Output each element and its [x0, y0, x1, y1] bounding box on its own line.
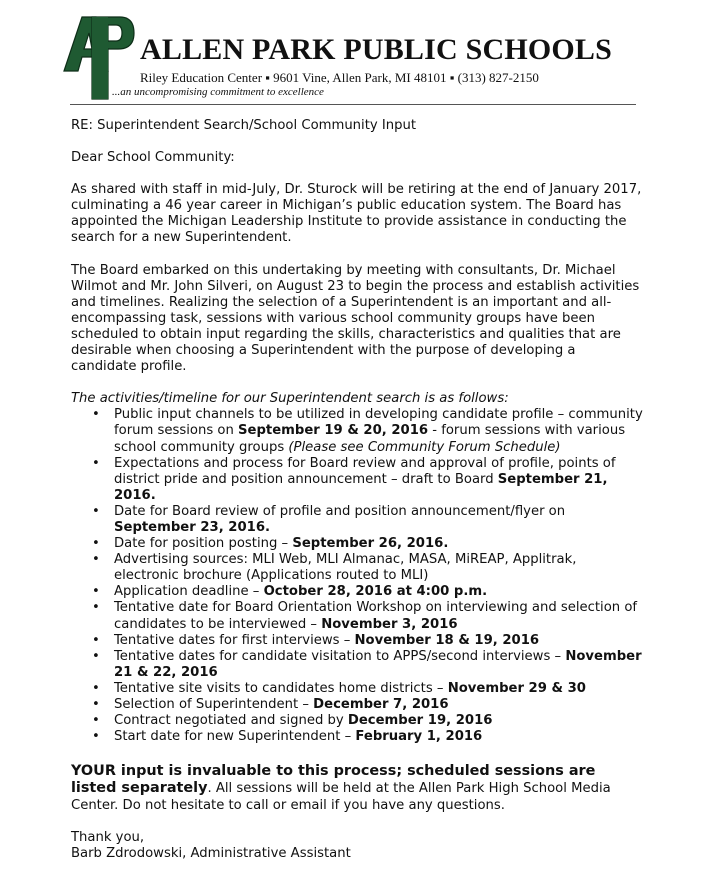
- timeline-item: [114, 504, 643, 536]
- timeline-item-pre: Contract negotiated and signed by: [114, 713, 348, 729]
- timeline-item-pre: Tentative date for Board Orientation Workshop on interviewing and selection of candidates to be interviewed –: [114, 600, 638, 632]
- timeline-list: [71, 407, 643, 745]
- timeline-item: [114, 649, 643, 681]
- letter-salutation: Dear School Community:: [71, 150, 235, 166]
- org-address: Riley Education Center ▪ 9601 Vine, Allen Park, MI 48101 ▪ (313) 827-2150: [140, 70, 539, 85]
- timeline-item: [114, 456, 643, 504]
- timeline-item-pre: Tentative site visits to candidates home districts –: [114, 680, 448, 696]
- letter-signature: Barb Zdrodowski, Administrative Assistant: [71, 846, 351, 862]
- timeline-item-pre: Date for Board review of profile and position announcement/flyer on: [114, 503, 566, 519]
- letter-body: [71, 118, 643, 862]
- org-name: ALLEN PARK PUBLIC SCHOOLS: [140, 33, 613, 66]
- org-tagline: ...an uncompromising commitment to excellence: [112, 86, 324, 98]
- letter-paragraph-2: The Board embarked on this undertaking by meeting with consultants, Dr. Michael Wilmot and Mr. John Silveri, on August 23 to begin the process and establish activities and timelines. Realizing the selection of a Superintendent is an important and all-encompassing task, sessions with various school community groups have been scheduled to obtain input regarding the skills, characteristics and qualities that are desirable when choosing a Superintendent with the purpose of developing a candidate profile.: [71, 262, 640, 375]
- timeline-item-pre: Application deadline –: [114, 584, 264, 600]
- timeline-item: [114, 729, 643, 745]
- timeline-item: [114, 407, 643, 455]
- letter-subject: RE: Superintendent Search/School Community Input: [71, 118, 417, 133]
- timeline-item-italic: (Please see Community Forum Schedule): [288, 439, 561, 455]
- timeline-item: [114, 600, 643, 632]
- timeline-item-bold: November 29 & 30: [447, 680, 586, 696]
- timeline-item: [114, 697, 643, 713]
- closing-bold: YOUR input is invaluable to this process; scheduled sessions are listed separately: [71, 763, 596, 797]
- timeline-item-pre: Public input channels to be utilized in developing candidate profile – community forum sessions on: [114, 407, 643, 439]
- timeline-item-bold: November 3, 2016: [321, 616, 458, 632]
- timeline-intro: The activities/timeline for our Superintendent search is as follows:: [71, 391, 509, 407]
- timeline-item: [114, 584, 643, 600]
- timeline-item-pre: Date for position posting –: [114, 536, 293, 552]
- timeline-item-bold: September 21, 2016.: [114, 471, 608, 503]
- timeline-item-bold: September 23, 2016.: [114, 519, 271, 535]
- timeline-item-bold: December 7, 2016: [313, 697, 449, 712]
- timeline-item: [114, 681, 643, 697]
- timeline-item-bold: October 28, 2016 at 4:00 p.m.: [263, 584, 488, 600]
- timeline-item-pre: Tentative dates for candidate visitation to APPS/second interviews –: [114, 648, 566, 664]
- timeline-item-pre: Start date for new Superintendent –: [114, 729, 356, 745]
- timeline-item-bold: September 26, 2016.: [292, 536, 449, 552]
- timeline-item-bold: December 19, 2016: [347, 713, 493, 729]
- timeline-item-bold: November 21 & 22, 2016: [114, 648, 642, 680]
- letter-paragraph-1: As shared with staff in mid-July, Dr. Sturock will be retiring at the end of January 2017, culminating a 46 year career in Michigan’s public education system. The Board has appointed the Michigan Leadership Institute to provide assistance in conducting the search for a new Superintendent.: [71, 182, 642, 246]
- timeline-item-bold: November 18 & 19, 2016: [354, 632, 540, 648]
- timeline-item: [114, 633, 643, 649]
- timeline-item-bold: September 19 & 20, 2016: [238, 423, 429, 439]
- timeline-item: [114, 713, 643, 729]
- timeline-item-post: - forum sessions with various school community groups: [114, 423, 626, 455]
- closing-rest: . All sessions will be held at the Allen Park High School Media Center. Do not hesitate to call or email if you have any questions.: [71, 781, 611, 814]
- timeline-item: [114, 552, 643, 584]
- letter-signoff: Thank you,: [71, 830, 145, 846]
- timeline-item-pre: Advertising sources: MLI Web, MLI Almanac, MASA, MiREAP, Applitrak, electronic brochure (Applications routed to MLI): [114, 552, 577, 584]
- timeline-item-bold: February 1, 2016: [355, 729, 483, 745]
- timeline-item: [114, 536, 643, 552]
- timeline-item-pre: Expectations and process for Board review and approval of profile, points of district pride and position announcement – draft to Board: [114, 455, 616, 487]
- closing-paragraph: [71, 763, 643, 814]
- timeline-item-pre: Selection of Superintendent –: [114, 697, 314, 712]
- letterhead-divider: [70, 104, 636, 105]
- timeline-item-pre: Tentative dates for first interviews –: [114, 632, 355, 648]
